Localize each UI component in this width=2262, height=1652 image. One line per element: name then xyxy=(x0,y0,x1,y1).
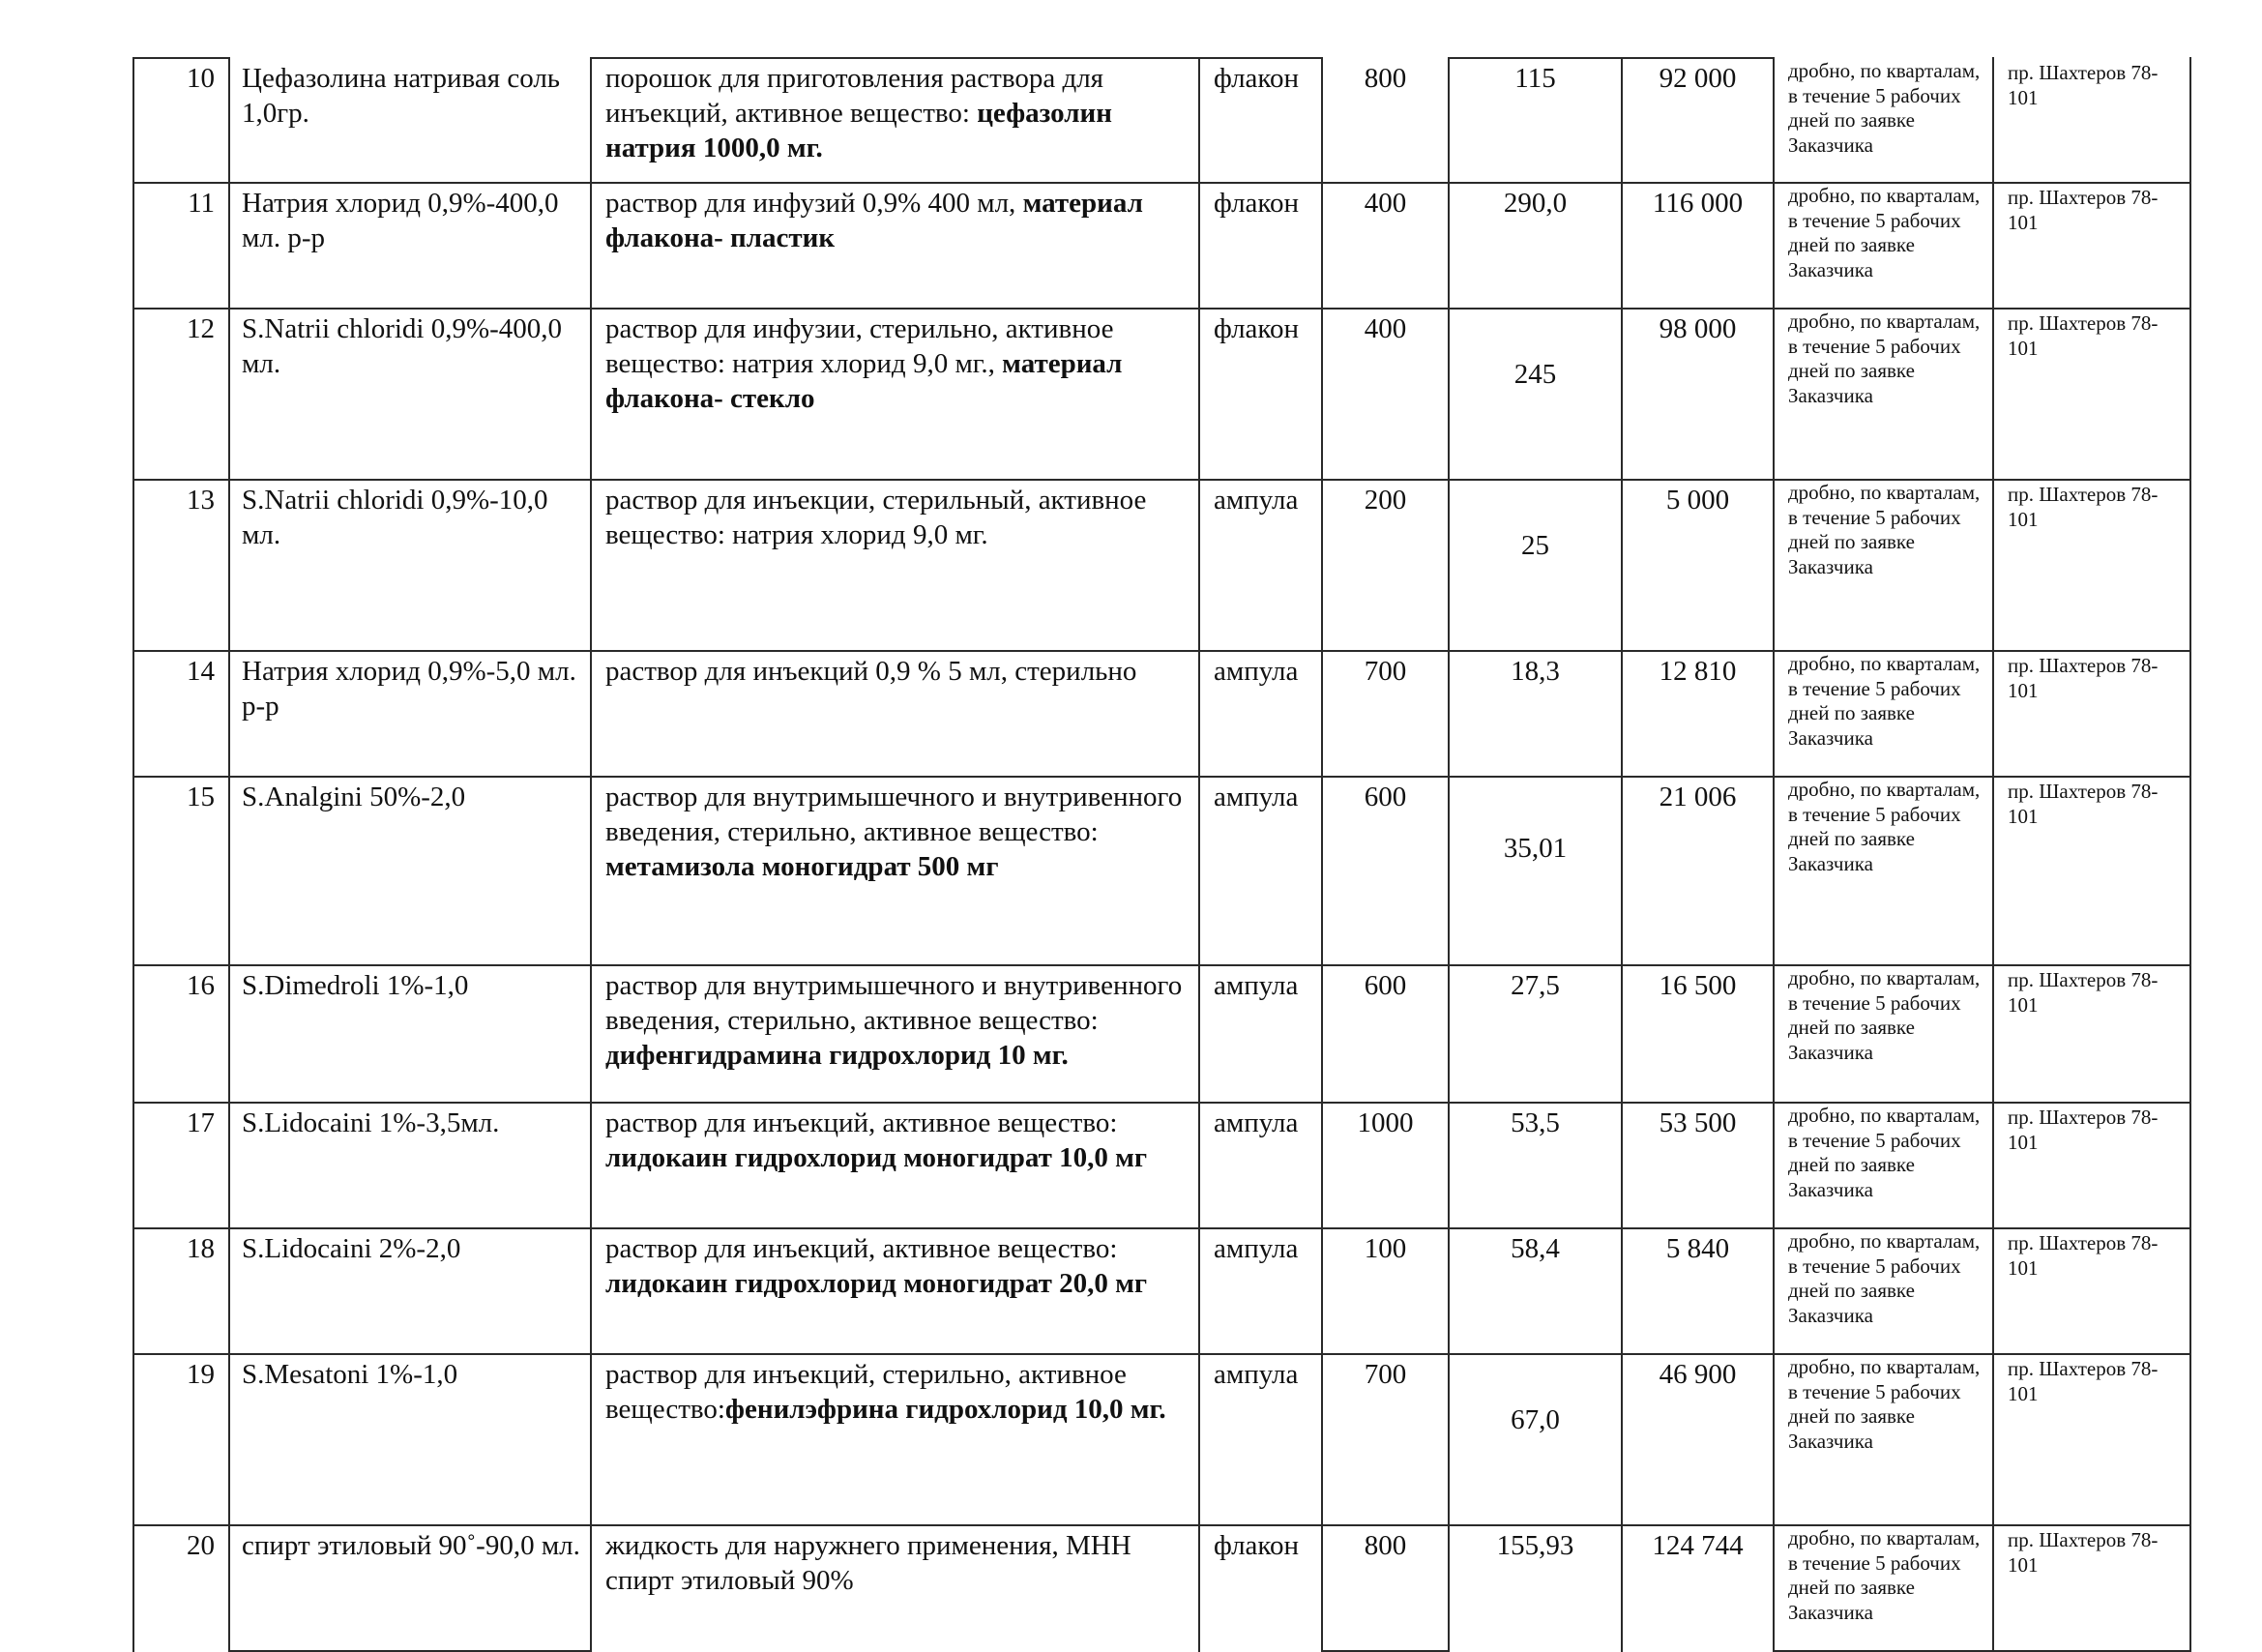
cell-address: пр. Шахтеров 78-101 xyxy=(1993,1354,2190,1525)
table-row xyxy=(133,1103,2190,1228)
description-text: раствор для инъекций, активное вещество: xyxy=(605,1233,1118,1264)
cell-quantity: 100 xyxy=(1322,1228,1449,1354)
cell-price: 25 xyxy=(1449,480,1622,651)
cell-quantity: 700 xyxy=(1322,651,1449,777)
cell-delivery: дробно, по кварталам, в течение 5 рабочих дней по заявке Заказчика xyxy=(1774,1525,1993,1651)
cell-sum: 116 000 xyxy=(1622,183,1774,309)
cell-delivery: дробно, по кварталам, в течение 5 рабочих дней по заявке Заказчика xyxy=(1774,58,1993,183)
table-row xyxy=(133,58,2190,183)
description-bold-text: метамизола моногидрат 500 мг xyxy=(605,851,999,882)
cell-number: 16 xyxy=(133,965,229,1103)
cell-delivery: дробно, по кварталам, в течение 5 рабочих дней по заявке Заказчика xyxy=(1774,1228,1993,1354)
cell-quantity: 400 xyxy=(1322,309,1449,480)
cell-address: пр. Шахтеров 78-101 xyxy=(1993,777,2190,965)
cell-description xyxy=(591,309,1199,480)
cell-unit: ампула xyxy=(1199,1228,1322,1354)
description-bold-text: цефазолин натрия 1000,0 мг. xyxy=(605,98,1112,163)
cell-unit: ампула xyxy=(1199,480,1322,651)
cell-number: 10 xyxy=(133,58,229,183)
cell-name: S.Dimedroli 1%-1,0 xyxy=(229,965,591,1103)
cell-number: 19 xyxy=(133,1354,229,1525)
description-bold-text: лидокаин гидрохлорид моногидрат 10,0 мг xyxy=(605,1142,1147,1173)
cell-unit: ампула xyxy=(1199,965,1322,1103)
cell-description xyxy=(591,1228,1199,1354)
cell-quantity: 400 xyxy=(1322,183,1449,309)
cell-address: пр. Шахтеров 78-101 xyxy=(1993,183,2190,309)
table-body xyxy=(133,58,2190,1651)
cell-delivery: дробно, по кварталам, в течение 5 рабочих дней по заявке Заказчика xyxy=(1774,480,1993,651)
cell-description xyxy=(591,183,1199,309)
cell-number: 15 xyxy=(133,777,229,965)
cell-address: пр. Шахтеров 78-101 xyxy=(1993,1228,2190,1354)
cell-unit: ампула xyxy=(1199,1103,1322,1228)
cell-description xyxy=(591,777,1199,965)
cell-quantity: 800 xyxy=(1322,1525,1449,1651)
table-row xyxy=(133,1354,2190,1525)
description-text: раствор для внутримышечного и внутривенного введения, стерильно, активное вещество: xyxy=(605,782,1183,847)
cell-price: 245 xyxy=(1449,309,1622,480)
description-text: раствор для инъекции, стерильный, активное вещество: натрия хлорид 9,0 мг. xyxy=(605,485,1147,550)
cell-sum: 92 000 xyxy=(1622,58,1774,183)
cell-price: 290,0 xyxy=(1449,183,1622,309)
cell-price: 58,4 xyxy=(1449,1228,1622,1354)
description-text: раствор для инъекций, активное вещество: xyxy=(605,1107,1118,1138)
cell-unit: флакон xyxy=(1199,183,1322,309)
cell-sum: 124 744 xyxy=(1622,1525,1774,1651)
cell-name: S.Natrii chloridi 0,9%-10,0 мл. xyxy=(229,480,591,651)
description-text: порошок для приготовления раствора для инъекций, активное вещество: xyxy=(605,63,1104,129)
cell-sum: 12 810 xyxy=(1622,651,1774,777)
description-bold-text: материал флакона- пластик xyxy=(605,188,1143,253)
description-text: раствор для инфузии, стерильно, активное вещество: натрия хлорид 9,0 мг., xyxy=(605,313,1114,379)
cell-number: 14 xyxy=(133,651,229,777)
cell-sum: 98 000 xyxy=(1622,309,1774,480)
cell-delivery: дробно, по кварталам, в течение 5 рабочих дней по заявке Заказчика xyxy=(1774,651,1993,777)
cell-quantity: 200 xyxy=(1322,480,1449,651)
cell-number: 17 xyxy=(133,1103,229,1228)
description-text: раствор для инъекций, стерильно, активное вещество: xyxy=(605,1359,1127,1425)
cell-price: 53,5 xyxy=(1449,1103,1622,1228)
cell-delivery: дробно, по кварталам, в течение 5 рабочих дней по заявке Заказчика xyxy=(1774,777,1993,965)
cell-price: 18,3 xyxy=(1449,651,1622,777)
cell-price: 115 xyxy=(1449,58,1622,183)
cell-name: S.Lidocaini 2%-2,0 xyxy=(229,1228,591,1354)
table-row xyxy=(133,965,2190,1103)
description-bold-text: лидокаин гидрохлорид моногидрат 20,0 мг xyxy=(605,1268,1147,1299)
cell-description xyxy=(591,1525,1199,1651)
cell-address: пр. Шахтеров 78-101 xyxy=(1993,965,2190,1103)
cell-quantity: 700 xyxy=(1322,1354,1449,1525)
cell-name: Цефазолина натривая соль 1,0гр. xyxy=(229,58,591,183)
cell-address: пр. Шахтеров 78-101 xyxy=(1993,58,2190,183)
cell-address: пр. Шахтеров 78-101 xyxy=(1993,1103,2190,1228)
cell-delivery: дробно, по кварталам, в течение 5 рабочих дней по заявке Заказчика xyxy=(1774,309,1993,480)
cell-quantity: 1000 xyxy=(1322,1103,1449,1228)
description-text: раствор для инфузий 0,9% 400 мл, xyxy=(605,188,1023,219)
cell-delivery: дробно, по кварталам, в течение 5 рабочих дней по заявке Заказчика xyxy=(1774,1354,1993,1525)
cell-name: S.Natrii chloridi 0,9%-400,0 мл. xyxy=(229,309,591,480)
cell-number: 11 xyxy=(133,183,229,309)
cell-sum: 46 900 xyxy=(1622,1354,1774,1525)
cell-sum: 21 006 xyxy=(1622,777,1774,965)
cell-unit: ампула xyxy=(1199,651,1322,777)
cell-unit: флакон xyxy=(1199,309,1322,480)
cell-unit: ампула xyxy=(1199,1354,1322,1525)
cell-description xyxy=(591,965,1199,1103)
cell-quantity: 600 xyxy=(1322,777,1449,965)
cell-number: 13 xyxy=(133,480,229,651)
cell-sum: 5 840 xyxy=(1622,1228,1774,1354)
table-row xyxy=(133,309,2190,480)
procurement-table xyxy=(132,57,2191,1652)
cell-quantity: 800 xyxy=(1322,58,1449,183)
description-bold-text: фенилэфрина гидрохлорид 10,0 мг. xyxy=(724,1394,1166,1425)
cell-number: 18 xyxy=(133,1228,229,1354)
cell-address: пр. Шахтеров 78-101 xyxy=(1993,651,2190,777)
cell-price: 155,93 xyxy=(1449,1525,1622,1651)
table-row xyxy=(133,777,2190,965)
description-text: жидкость для наружнего применения, МНН спирт этиловый 90% xyxy=(605,1530,1131,1596)
cell-delivery: дробно, по кварталам, в течение 5 рабочих дней по заявке Заказчика xyxy=(1774,965,1993,1103)
cell-description xyxy=(591,58,1199,183)
cell-price: 27,5 xyxy=(1449,965,1622,1103)
description-bold-text: материал флакона- стекло xyxy=(605,348,1123,414)
cell-description xyxy=(591,480,1199,651)
cell-price: 35,01 xyxy=(1449,777,1622,965)
cell-delivery: дробно, по кварталам, в течение 5 рабочих дней по заявке Заказчика xyxy=(1774,1103,1993,1228)
cell-quantity: 600 xyxy=(1322,965,1449,1103)
cell-number: 20 xyxy=(133,1525,229,1651)
table-row xyxy=(133,183,2190,309)
cell-sum: 5 000 xyxy=(1622,480,1774,651)
cell-number: 12 xyxy=(133,309,229,480)
table-row xyxy=(133,1525,2190,1651)
cell-unit: флакон xyxy=(1199,1525,1322,1651)
table-row xyxy=(133,480,2190,651)
table-row xyxy=(133,1228,2190,1354)
cell-name: S.Analgini 50%-2,0 xyxy=(229,777,591,965)
cell-unit: флакон xyxy=(1199,58,1322,183)
cell-sum: 53 500 xyxy=(1622,1103,1774,1228)
cell-description xyxy=(591,651,1199,777)
cell-address: пр. Шахтеров 78-101 xyxy=(1993,1525,2190,1651)
cell-unit: ампула xyxy=(1199,777,1322,965)
cell-address: пр. Шахтеров 78-101 xyxy=(1993,480,2190,651)
cell-name: Натрия хлорид 0,9%-5,0 мл. р-р xyxy=(229,651,591,777)
description-text: раствор для инъекций 0,9 % 5 мл, стерильно xyxy=(605,656,1137,687)
cell-address: пр. Шахтеров 78-101 xyxy=(1993,309,2190,480)
cell-sum: 16 500 xyxy=(1622,965,1774,1103)
cell-name: S.Lidocaini 1%-3,5мл. xyxy=(229,1103,591,1228)
cell-price: 67,0 xyxy=(1449,1354,1622,1525)
cell-name: Натрия хлорид 0,9%-400,0 мл. р-р xyxy=(229,183,591,309)
cell-delivery: дробно, по кварталам, в течение 5 рабочих дней по заявке Заказчика xyxy=(1774,183,1993,309)
description-bold-text: дифенгидрамина гидрохлорид 10 мг. xyxy=(605,1040,1069,1071)
description-text: раствор для внутримышечного и внутривенного введения, стерильно, активное вещество: xyxy=(605,970,1183,1036)
cell-name: S.Mesatoni 1%-1,0 xyxy=(229,1354,591,1525)
table-row xyxy=(133,651,2190,777)
cell-description xyxy=(591,1354,1199,1525)
cell-description xyxy=(591,1103,1199,1228)
cell-name: спирт этиловый 90˚-90,0 мл. xyxy=(229,1525,591,1651)
